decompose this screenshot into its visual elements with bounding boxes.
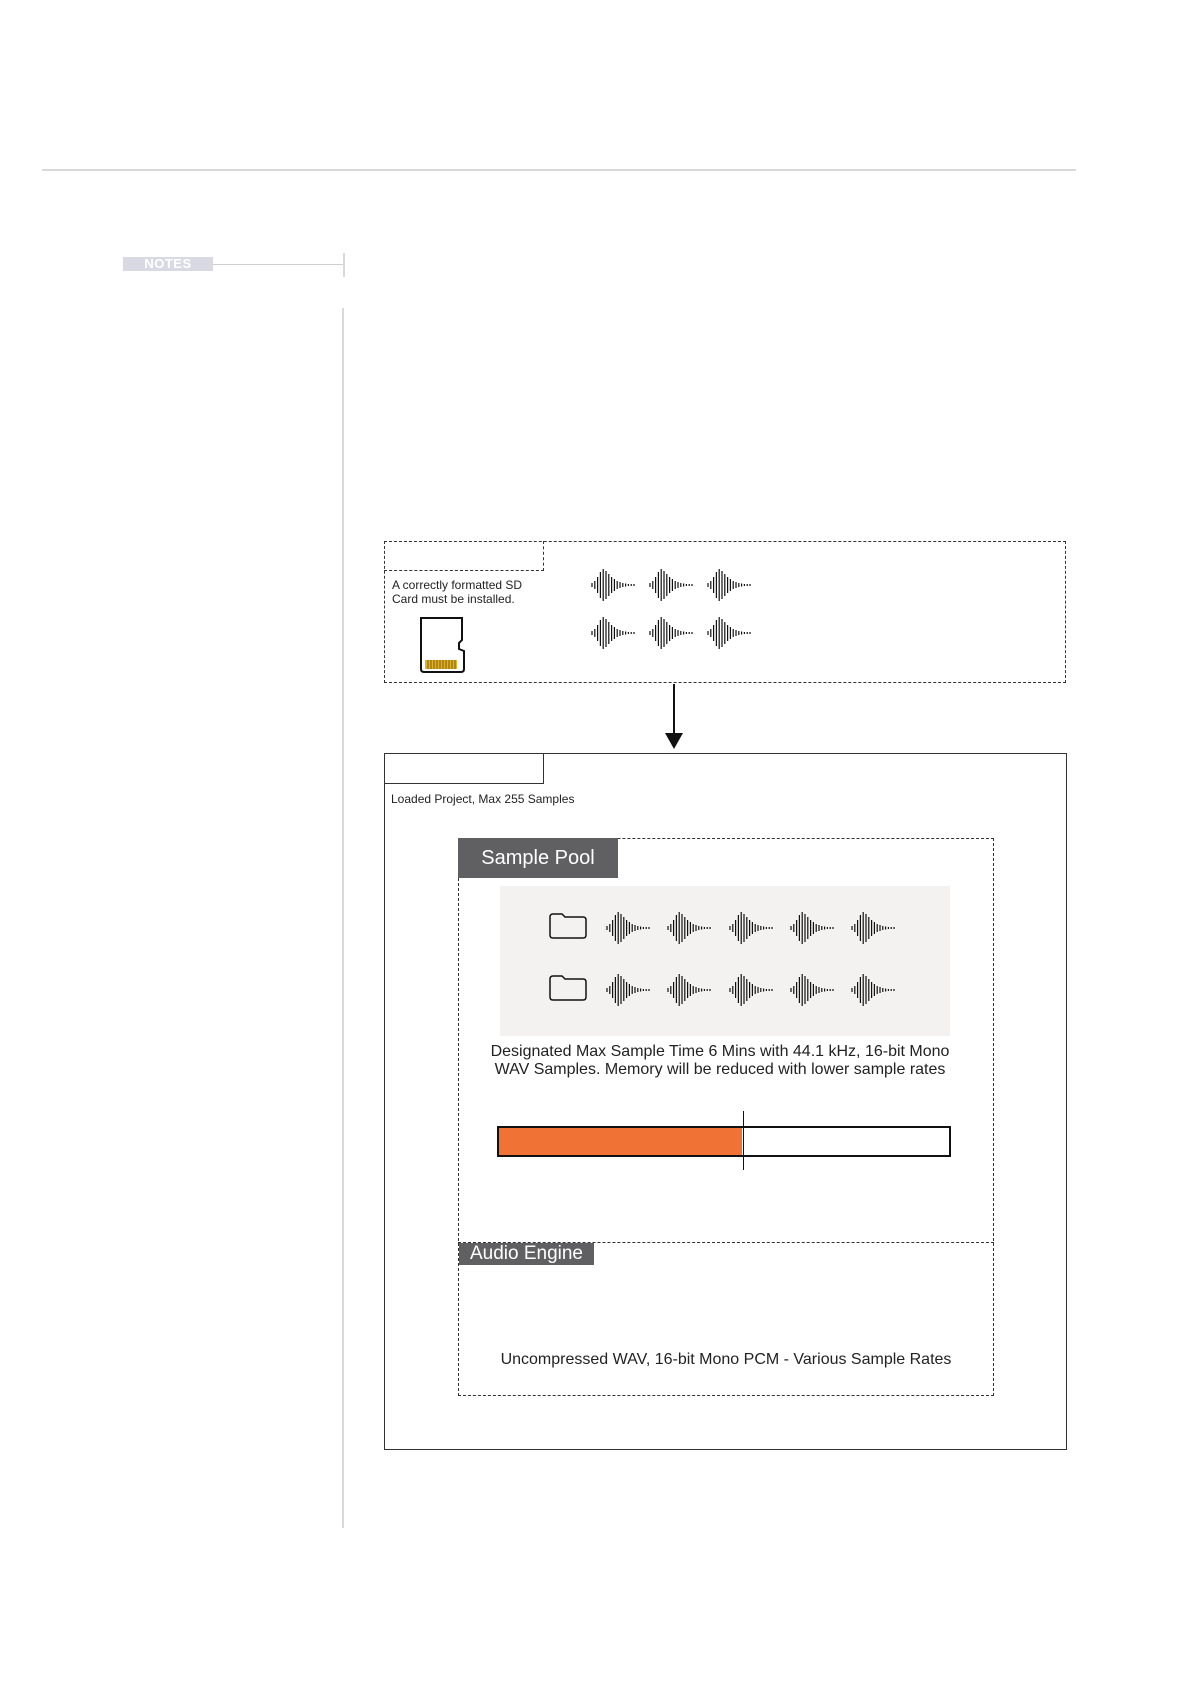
audio-engine-title: Audio Engine bbox=[459, 1243, 594, 1265]
project-tab bbox=[384, 753, 544, 784]
waveform-icon bbox=[789, 973, 839, 1012]
waveform-icon bbox=[706, 568, 756, 607]
sample-pool-area bbox=[500, 886, 950, 1036]
sample-pool-description bbox=[470, 1043, 970, 1079]
microsd-card-icon bbox=[418, 616, 468, 674]
waveform-icon bbox=[728, 911, 778, 950]
waveform-icon bbox=[590, 616, 640, 655]
sd-card-note: A correctly formatted SD Card must be installed. bbox=[392, 578, 523, 606]
notes-label: NOTES bbox=[123, 257, 213, 271]
waveform-icon bbox=[850, 973, 900, 1012]
notes-rule bbox=[213, 264, 343, 265]
waveform-icon bbox=[850, 911, 900, 950]
waveform-icon bbox=[666, 911, 716, 950]
waveform-icon bbox=[789, 911, 839, 950]
memory-usage-bar bbox=[497, 1126, 951, 1157]
memory-usage-marker bbox=[743, 1111, 744, 1170]
waveform-icon bbox=[605, 973, 655, 1012]
sd-card-tab bbox=[384, 541, 544, 571]
sample-pool-description-line2: WAV Samples. Memory will be reduced with lower sample rates bbox=[494, 1061, 946, 1078]
waveform-icon bbox=[728, 973, 778, 1012]
waveform-icon bbox=[706, 616, 756, 655]
sample-pool-description-line1: Designated Max Sample Time 6 Mins with 44.1 kHz, 16-bit Mono bbox=[490, 1043, 950, 1060]
audio-engine-description: Uncompressed WAV, 16-bit Mono PCM - Various Sample Rates bbox=[500, 1351, 952, 1368]
waveform-icon bbox=[605, 911, 655, 950]
folder-icon bbox=[548, 913, 588, 939]
notes-tick bbox=[343, 253, 345, 277]
waveform-icon bbox=[648, 616, 698, 655]
waveform-icon bbox=[648, 568, 698, 607]
header-rule bbox=[42, 169, 1076, 171]
waveform-icon bbox=[666, 973, 716, 1012]
folder-icon bbox=[548, 975, 588, 1001]
sample-pool-title: Sample Pool bbox=[458, 838, 618, 878]
waveform-icon bbox=[590, 568, 640, 607]
down-arrow-icon bbox=[662, 684, 686, 750]
memory-usage-fill bbox=[499, 1128, 742, 1155]
project-note: Loaded Project, Max 255 Samples bbox=[391, 792, 575, 806]
column-divider bbox=[342, 308, 344, 1528]
